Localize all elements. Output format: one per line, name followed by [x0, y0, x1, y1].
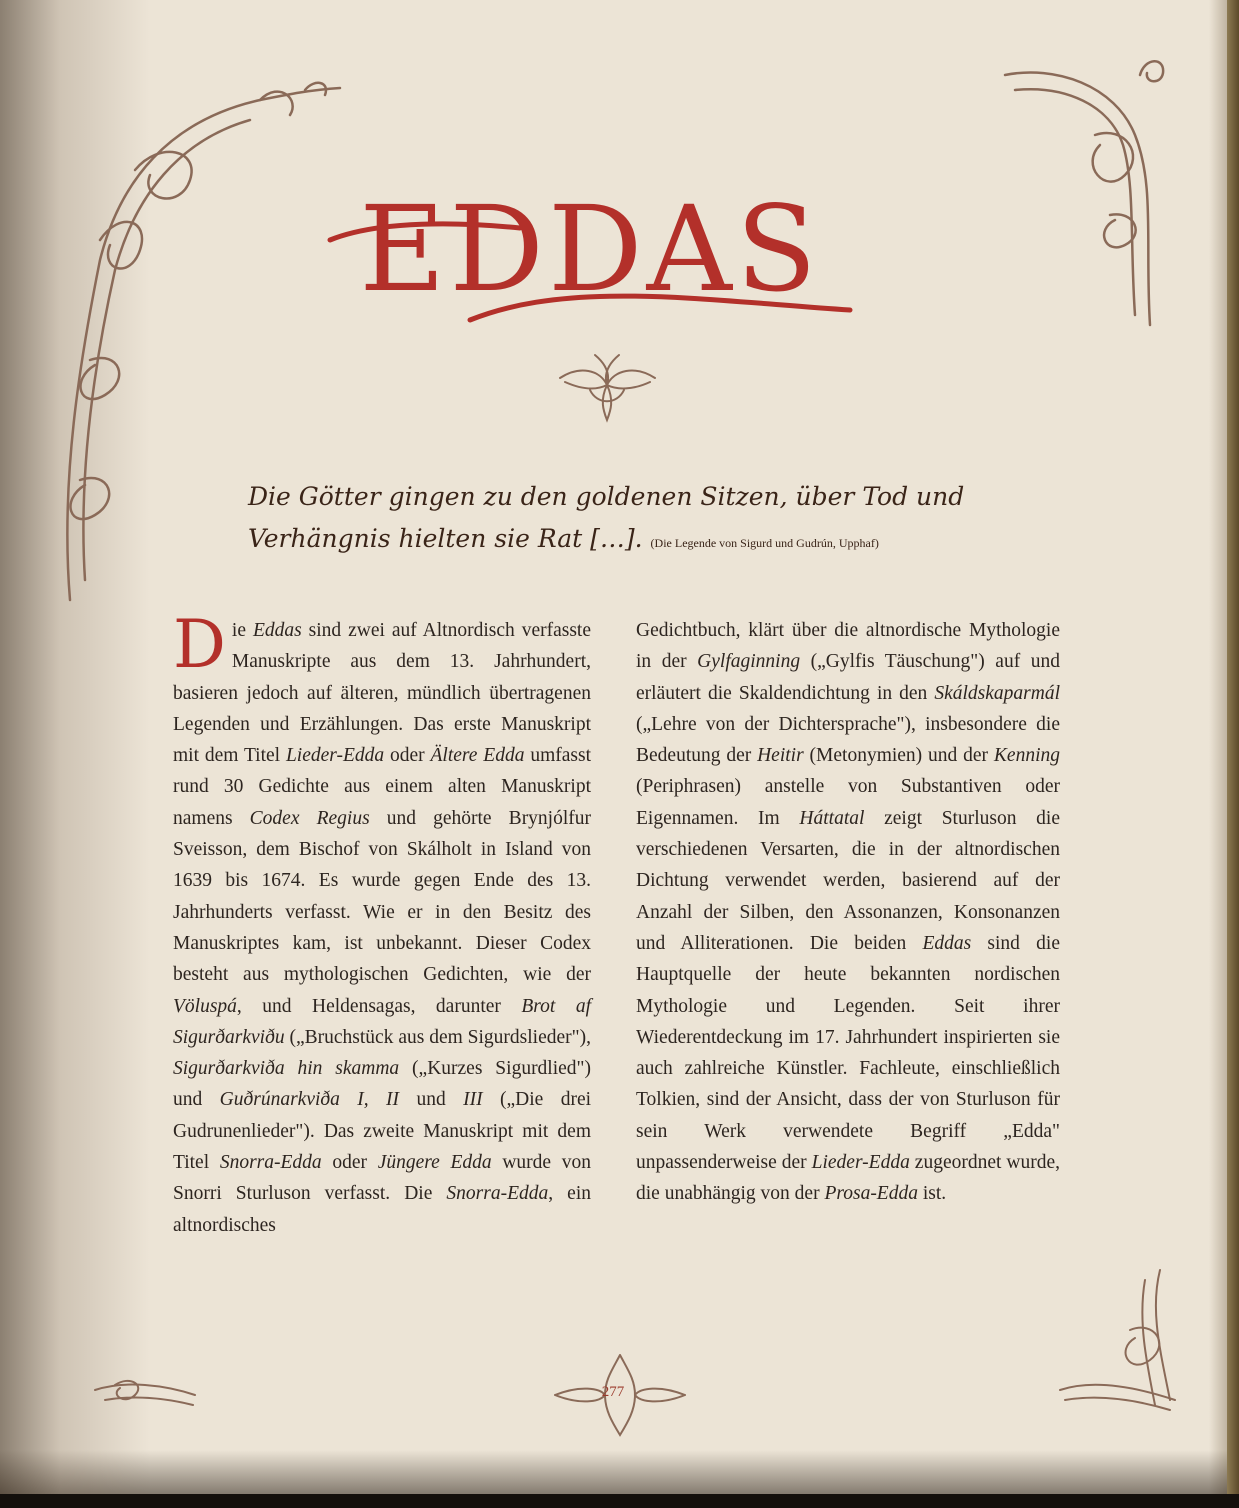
celtic-corner-ornament-top-right [995, 45, 1195, 345]
quote-line-2 [248, 518, 988, 564]
bottom-edge [0, 1494, 1239, 1508]
celtic-corner-ornament-bottom-left [85, 1360, 205, 1430]
drop-cap: D [173, 606, 226, 683]
paragraph-left: Die Eddas sind zwei auf Altnordisch verfasste Manuskripte aus dem 13. Jahrhundert, basieren jedoch auf älteren, mündlich übertragenen Legenden und Erzählungen. Das erste Manuskript mit dem Titel Lieder-Edda oder Ältere Edda umfasst rund 30 Gedichte aus einem alten Manuskript namens Codex Regius und gehörte Brynjólfur Sveisson, dem Bischof von Skálholt in Island von 1639 bis 1674. Es wurde gegen Ende des 13. Jahrhunderts verfasst. Wie er in den Besitz des Manuskriptes kam, ist unbekannt. Dieser Codex besteht aus mythologischen Gedichten, wie der Völuspá, und Heldensagas, darunter Brot af Sigurðarkviðu („Bruchstück aus dem Sigurdslieder"), Sigurðarkviða hin skamma („Kurzes Sigurdlied") und Guðrúnarkviða I, II und III („Die drei Gudrunenlieder"). Das zweite Manuskript mit dem Titel Snorra-Edda oder Jüngere Edda wurde von Snorri Sturluson verfasst. Die Snorra-Edda, ein altnordisches [173, 606, 592, 1236]
page-title: EDDAS [359, 180, 821, 318]
epigraph-quote [248, 476, 988, 564]
body-column-left [173, 606, 592, 1241]
quote-line-2-text: Verhängnis hielten sie Rat […]. [248, 524, 643, 553]
quote-line-1: Die Götter gingen zu den goldenen Sitzen, über Tod und [248, 482, 965, 511]
celtic-corner-ornament-bottom-right [1050, 1260, 1190, 1420]
celtic-knot-ornament [555, 350, 660, 425]
body-column-right [636, 615, 1060, 1210]
paragraph-right: Gedichtbuch, klärt über die altnordische Mythologie in der Gylfaginning („Gylfis Täuschung") auf und erläutert die Skaldendichtung in den Skáldskaparmál („Lehre von der Dichtersprache"), insbesondere die Bedeutung der Heitir (Metonymien) und der Kenning (Periphrasen) anstelle von Substantiven oder Eigennamen. Im Háttatal zeigt Sturluson die verschiedenen Versarten, die in der altnordischen Dichtung verwendet werden, basierend auf der Anzahl der Silben, den Assonanzen, Konsonanzen und Alliterationen. Die beiden Eddas sind die Hauptquelle der heute bekannten nordischen Mythologie und Legenden. Seit ihrer Wiederentdeckung im 17. Jahrhundert inspirierten sie auch zahlreiche Künstler. Fachleute, einschließlich Tolkien, sind der Ansicht, dass der von Sturluson für sein Werk verwendete Begriff „Edda" unpassenderweise der Lieder-Edda zugeordnet wurde, die unabhängig von der Prosa-Edda ist. [636, 620, 1061, 1205]
page-edge [1227, 0, 1239, 1508]
page-number: 277 [601, 1384, 625, 1400]
quote-citation: (Die Legende von Sigurd und Gudrún, Upphaf) [650, 536, 879, 550]
